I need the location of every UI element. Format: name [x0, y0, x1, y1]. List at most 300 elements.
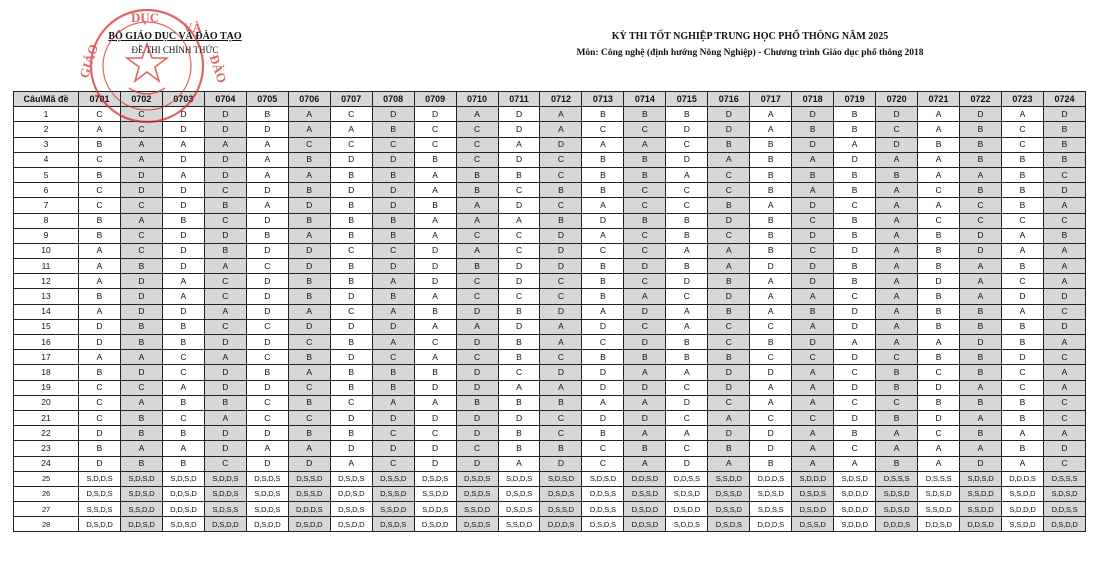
answer-cell: B	[960, 183, 1002, 198]
answer-cell: C	[624, 274, 666, 289]
answer-cell: B	[414, 152, 456, 167]
answer-cell: A	[834, 335, 876, 350]
answer-cell: S,S,D,D	[414, 486, 456, 501]
answer-cell: B	[1001, 441, 1043, 456]
answer-cell: A	[79, 122, 121, 137]
answer-cell: D	[582, 365, 624, 380]
answer-cell: D,S,D,D	[414, 517, 456, 532]
answer-cell: S,D,D,D	[792, 471, 834, 486]
answer-cell: D	[372, 152, 414, 167]
answer-cell: D	[498, 259, 540, 274]
answer-cell: C	[372, 426, 414, 441]
answer-cell: B	[750, 137, 792, 152]
exam-code-header: 0723	[1001, 92, 1043, 107]
answer-cell: D,S,D,S	[582, 517, 624, 532]
answer-cell: B	[330, 335, 372, 350]
answer-cell: D,S,D,D	[246, 517, 288, 532]
answer-cell: D	[246, 289, 288, 304]
answer-cell: D,S,D,S	[372, 517, 414, 532]
answer-cell: A	[414, 167, 456, 182]
answer-cell: A	[414, 213, 456, 228]
answer-row	[14, 122, 1086, 137]
answer-cell: B	[624, 441, 666, 456]
answer-cell: B	[918, 395, 960, 410]
answer-cell: B	[1001, 198, 1043, 213]
answer-cell: D	[288, 319, 330, 334]
answer-cell: A	[834, 456, 876, 471]
seal-text-right: VÀ	[183, 20, 202, 35]
answer-cell: C	[876, 350, 918, 365]
answer-cell: D,S,S,S	[876, 471, 918, 486]
answer-cell: D	[330, 410, 372, 425]
answer-cell: A	[498, 380, 540, 395]
answer-cell: S,D,S,D	[162, 471, 204, 486]
answer-cell: B	[918, 319, 960, 334]
answer-cell: S,D,S,D	[750, 486, 792, 501]
answer-cell: S,S,D,D	[372, 502, 414, 517]
answer-cell: B	[750, 152, 792, 167]
answer-cell: A	[1001, 228, 1043, 243]
answer-cell: D	[372, 410, 414, 425]
answer-cell: C	[918, 213, 960, 228]
answer-cell: A	[120, 395, 162, 410]
answer-cell: A	[162, 441, 204, 456]
answer-cell: S,D,D,S	[246, 502, 288, 517]
answer-cell: D,D,S,D	[624, 517, 666, 532]
answer-cell: D,S,D,D	[666, 502, 708, 517]
answer-cell: D	[120, 274, 162, 289]
answer-cell: C	[79, 152, 121, 167]
answer-cell: D	[162, 243, 204, 258]
answer-cell: S,S,D,D	[960, 502, 1002, 517]
answer-cell: A	[918, 152, 960, 167]
answer-cell: D	[582, 319, 624, 334]
answer-cell: D,S,D,D	[204, 517, 246, 532]
answer-cell: A	[1001, 426, 1043, 441]
answer-cell: A	[288, 304, 330, 319]
answer-cell: D	[540, 304, 582, 319]
answer-cell: D,S,D,S	[79, 486, 121, 501]
answer-cell: D	[120, 289, 162, 304]
answer-row	[14, 426, 1086, 441]
answer-cell: A	[666, 426, 708, 441]
answer-cell: A	[498, 456, 540, 471]
answer-cell: C	[288, 335, 330, 350]
answer-cell: B	[876, 456, 918, 471]
answer-cell: A	[414, 289, 456, 304]
answer-cell: B	[582, 289, 624, 304]
answer-row	[14, 456, 1086, 471]
answer-cell: D	[204, 426, 246, 441]
answer-cell: C	[624, 183, 666, 198]
answer-cell: D	[582, 213, 624, 228]
answer-cell: B	[1001, 167, 1043, 182]
answer-cell: A	[288, 441, 330, 456]
answer-cell: A	[918, 167, 960, 182]
answer-cell: B	[288, 426, 330, 441]
answer-cell: D	[414, 410, 456, 425]
answer-cell: D,S,S,S	[918, 471, 960, 486]
answer-cell: D	[288, 243, 330, 258]
answer-cell: C	[624, 243, 666, 258]
answer-cell: D	[79, 319, 121, 334]
answer-cell: A	[750, 304, 792, 319]
answer-cell: B	[750, 213, 792, 228]
answer-cell: A	[708, 259, 750, 274]
answer-cell: B	[960, 152, 1002, 167]
answer-cell: S,S,D,D	[960, 486, 1002, 501]
answer-cell: B	[372, 213, 414, 228]
answer-cell: C	[79, 107, 121, 122]
answer-cell: A	[414, 395, 456, 410]
answer-cell: C	[1001, 380, 1043, 395]
answer-cell: C	[414, 137, 456, 152]
answer-cell: B	[330, 198, 372, 213]
answer-cell: C	[792, 410, 834, 425]
answer-cell: B	[834, 274, 876, 289]
answer-cell: B	[876, 167, 918, 182]
answer-cell: D,D,S,D	[120, 517, 162, 532]
answer-cell: A	[918, 107, 960, 122]
answer-cell: D	[750, 426, 792, 441]
answer-cell: D	[414, 107, 456, 122]
question-number-cell: 26	[14, 486, 79, 501]
exam-code-header: 0711	[498, 92, 540, 107]
answer-cell: B	[120, 319, 162, 334]
answer-cell: B	[582, 350, 624, 365]
answer-cell: D,S,S,D	[288, 486, 330, 501]
answer-cell: B	[960, 350, 1002, 365]
answer-cell: A	[288, 107, 330, 122]
answer-cell: B	[666, 213, 708, 228]
answer-cell: D	[246, 304, 288, 319]
question-number-cell: 9	[14, 228, 79, 243]
answer-cell: A	[792, 395, 834, 410]
question-number-cell: 11	[14, 259, 79, 274]
answer-cell: A	[498, 137, 540, 152]
answer-cell: D,S,D,S	[330, 502, 372, 517]
answer-cell: A	[120, 350, 162, 365]
answer-cell: B	[540, 183, 582, 198]
answer-cell: C	[834, 289, 876, 304]
answer-cell: A	[288, 167, 330, 182]
answer-cell: C	[918, 426, 960, 441]
answer-cell: A	[876, 228, 918, 243]
answer-cell: D	[204, 167, 246, 182]
answer-cell: A	[582, 228, 624, 243]
answer-cell: A	[876, 426, 918, 441]
answer-row	[14, 198, 1086, 213]
answer-cell: B	[120, 335, 162, 350]
answer-cell: C	[1001, 365, 1043, 380]
answer-cell: S,S,D,D	[1001, 517, 1043, 532]
header-row	[14, 92, 1086, 107]
answer-cell: B	[288, 289, 330, 304]
answer-cell: B	[288, 274, 330, 289]
answer-cell: D	[708, 107, 750, 122]
answer-cell: D,D,D,S	[540, 517, 582, 532]
answer-cell: A	[582, 198, 624, 213]
answer-cell: A	[750, 395, 792, 410]
answer-cell: A	[624, 137, 666, 152]
answer-cell: D	[834, 410, 876, 425]
answer-cell: D	[834, 304, 876, 319]
answer-cell: D	[498, 198, 540, 213]
answer-cell: D	[540, 365, 582, 380]
answer-cell: D	[162, 122, 204, 137]
answer-cell: A	[876, 319, 918, 334]
answer-cell: B	[79, 441, 121, 456]
answer-cell: D	[708, 289, 750, 304]
answer-cell: A	[1001, 107, 1043, 122]
answer-cell: B	[372, 122, 414, 137]
answer-cell: D	[834, 319, 876, 334]
answer-cell: C	[834, 365, 876, 380]
answer-cell: A	[624, 456, 666, 471]
answer-cell: B	[330, 365, 372, 380]
answer-cell: B	[624, 152, 666, 167]
exam-code-header: 0701	[79, 92, 121, 107]
answer-cell: C	[330, 137, 372, 152]
answer-cell: B	[498, 304, 540, 319]
answer-cell: A	[960, 167, 1002, 182]
answer-cell: C	[1043, 350, 1085, 365]
answer-cell: A	[414, 319, 456, 334]
answer-cell: A	[288, 122, 330, 137]
answer-cell: C	[120, 122, 162, 137]
answer-cell: B	[918, 243, 960, 258]
answer-cell: D	[162, 304, 204, 319]
answer-cell: B	[372, 289, 414, 304]
answer-cell: A	[666, 365, 708, 380]
answer-cell: B	[750, 228, 792, 243]
answer-cell: B	[414, 365, 456, 380]
exam-code-header: 0705	[246, 92, 288, 107]
corner-header-cell: Câu\Mã đề	[14, 92, 79, 107]
answer-cell: B	[372, 167, 414, 182]
answer-cell: C	[414, 122, 456, 137]
answer-cell: C	[918, 365, 960, 380]
answer-cell: B	[834, 183, 876, 198]
answer-cell: B	[456, 183, 498, 198]
answer-cell: C	[456, 137, 498, 152]
answer-cell: D	[330, 152, 372, 167]
answer-cell: B	[960, 304, 1002, 319]
question-number-cell: 6	[14, 183, 79, 198]
answer-cell: A	[960, 380, 1002, 395]
answer-cell: A	[1001, 304, 1043, 319]
answer-cell: D	[246, 456, 288, 471]
answer-cell: D	[162, 107, 204, 122]
answer-cell: C	[456, 289, 498, 304]
answer-cell: A	[876, 441, 918, 456]
answer-cell: C	[540, 274, 582, 289]
question-number-cell: 7	[14, 198, 79, 213]
answer-cell: S,D,S,D	[582, 471, 624, 486]
answer-cell: D,D,S,S	[582, 486, 624, 501]
answer-cell: D	[666, 456, 708, 471]
answer-cell: B	[288, 350, 330, 365]
answer-cell: A	[414, 183, 456, 198]
answer-cell: C	[708, 319, 750, 334]
answer-cell: B	[582, 152, 624, 167]
answer-row	[14, 183, 1086, 198]
answer-cell: C	[120, 380, 162, 395]
answer-cell: D	[204, 228, 246, 243]
answer-cell: A	[288, 365, 330, 380]
answer-cell: D	[792, 274, 834, 289]
answer-cell: C	[498, 243, 540, 258]
answer-cell: A	[792, 152, 834, 167]
exam-subtitle: Môn: Công nghệ (định hướng Nông Nghiệp) - Chương trình Giáo dục phổ thông 2018	[576, 48, 924, 58]
seal-text-left: GIÁO	[76, 42, 102, 80]
answer-cell: A	[540, 122, 582, 137]
exam-code-header: 0706	[288, 92, 330, 107]
answer-cell: B	[79, 228, 121, 243]
answer-cell: D,D,S,S	[666, 471, 708, 486]
answer-cell: B	[792, 304, 834, 319]
answer-cell: C	[1043, 167, 1085, 182]
answer-cell: B	[330, 228, 372, 243]
answer-cell: A	[246, 198, 288, 213]
answer-cell: A	[246, 167, 288, 182]
question-number-cell: 23	[14, 441, 79, 456]
answer-cell: D	[372, 319, 414, 334]
answer-cell: B	[834, 167, 876, 182]
answer-cell: A	[834, 137, 876, 152]
answer-cell: D	[498, 122, 540, 137]
answer-cell: B	[540, 441, 582, 456]
answer-cell: D	[246, 380, 288, 395]
answer-cell: C	[456, 274, 498, 289]
answer-cell: A	[204, 350, 246, 365]
answer-cell: D	[204, 335, 246, 350]
question-number-cell: 22	[14, 426, 79, 441]
answer-cell: B	[582, 107, 624, 122]
answer-cell: D,S,D,S	[330, 471, 372, 486]
answer-cell: A	[666, 243, 708, 258]
answer-cell: C	[456, 441, 498, 456]
answer-cell: B	[582, 183, 624, 198]
answer-cell: C	[204, 183, 246, 198]
answer-cell: A	[876, 289, 918, 304]
answer-cell: B	[750, 456, 792, 471]
answer-cell: A	[1001, 243, 1043, 258]
answer-cell: S,D,S,D	[918, 486, 960, 501]
answer-cell: A	[1043, 198, 1085, 213]
answer-cell: B	[918, 350, 960, 365]
answer-cell: S,S,D,S	[79, 502, 121, 517]
answer-cell: A	[456, 213, 498, 228]
answer-cell: A	[918, 441, 960, 456]
answer-cell: D	[162, 198, 204, 213]
answer-cell: C	[582, 122, 624, 137]
answer-cell: A	[372, 304, 414, 319]
answer-cell: B	[750, 243, 792, 258]
answer-cell: D	[540, 456, 582, 471]
answer-cell: B	[456, 395, 498, 410]
answer-cell: C	[834, 198, 876, 213]
answer-cell: D	[666, 395, 708, 410]
question-number-cell: 15	[14, 319, 79, 334]
answer-cell: C	[876, 395, 918, 410]
answer-cell: B	[624, 167, 666, 182]
answer-cell: A	[876, 198, 918, 213]
answer-cell: D	[330, 350, 372, 365]
answer-cell: B	[498, 441, 540, 456]
answer-cell: D	[330, 289, 372, 304]
answer-cell: C	[1043, 456, 1085, 471]
answer-cell: B	[1043, 152, 1085, 167]
answer-cell: D	[204, 107, 246, 122]
answer-cell: B	[79, 137, 121, 152]
answer-cell: B	[666, 107, 708, 122]
answer-cell: D	[666, 274, 708, 289]
answer-cell: S,D,D,D	[834, 517, 876, 532]
answer-cell: D	[582, 380, 624, 395]
answer-cell: C	[750, 410, 792, 425]
answer-cell: B	[288, 395, 330, 410]
answer-cell: A	[1043, 335, 1085, 350]
answer-cell: B	[624, 107, 666, 122]
answer-cell: C	[750, 319, 792, 334]
answer-cell: S,D,D,S	[204, 486, 246, 501]
answer-cell: B	[540, 213, 582, 228]
exam-code-header: 0720	[876, 92, 918, 107]
answer-cell: B	[918, 259, 960, 274]
answer-cell: C	[708, 167, 750, 182]
question-number-cell: 21	[14, 410, 79, 425]
answer-cell: D	[456, 456, 498, 471]
answer-cell: S,D,S,D	[120, 486, 162, 501]
answer-cell: C	[666, 198, 708, 213]
answer-cell: A	[624, 289, 666, 304]
answer-cell: D	[414, 441, 456, 456]
answer-cell: S,S,D,D	[918, 502, 960, 517]
answer-cell: C	[1043, 395, 1085, 410]
answer-cell: D	[708, 380, 750, 395]
ministry-name: BỘ GIÁO DỤC VÀ ĐÀO TẠO	[108, 31, 242, 42]
answer-cell: D,S,S,D	[540, 502, 582, 517]
answer-row	[14, 152, 1086, 167]
answer-cell: C	[330, 395, 372, 410]
answer-cell: C	[79, 395, 121, 410]
answer-cell: A	[1043, 426, 1085, 441]
answer-cell: B	[79, 167, 121, 182]
answer-cell: A	[750, 107, 792, 122]
question-number-cell: 12	[14, 274, 79, 289]
answer-cell: B	[582, 426, 624, 441]
answer-cell: S,S,D,D	[1001, 486, 1043, 501]
answer-cell: D,S,D,S	[456, 471, 498, 486]
answer-cell: A	[960, 441, 1002, 456]
answer-cell: B	[876, 365, 918, 380]
answer-cell: D	[498, 107, 540, 122]
answer-cell: B	[834, 122, 876, 137]
answer-cell: D,S,D,S	[414, 471, 456, 486]
answer-row	[14, 274, 1086, 289]
answer-cell: D	[960, 335, 1002, 350]
answer-cell: D	[246, 122, 288, 137]
answer-cell: D	[414, 243, 456, 258]
exam-code-header: 0712	[540, 92, 582, 107]
answer-cell: C	[330, 107, 372, 122]
answer-cell: S,S,D,D	[708, 471, 750, 486]
answer-cell: B	[498, 426, 540, 441]
answer-cell: D,S,D,D	[288, 517, 330, 532]
answer-cell: B	[288, 183, 330, 198]
answer-cell: D	[834, 350, 876, 365]
